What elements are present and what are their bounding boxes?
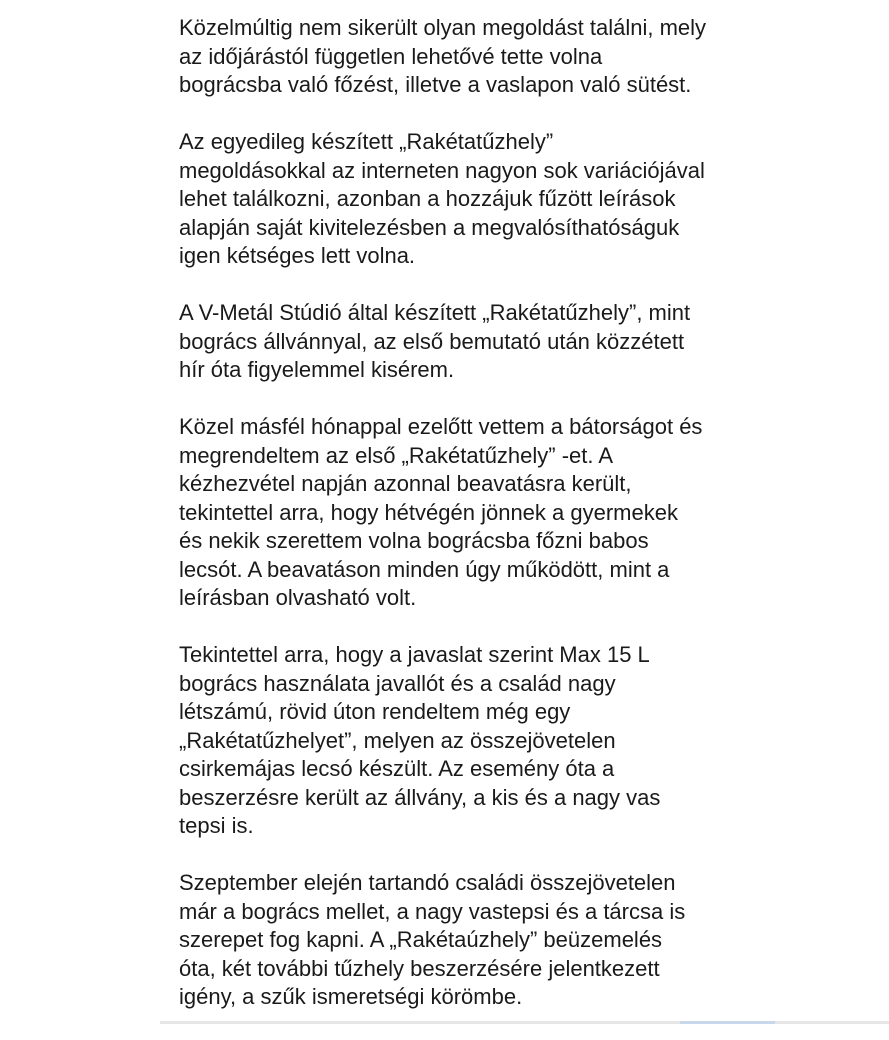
- text-line: leírásban olvasható volt.: [179, 585, 417, 610]
- text-line: bográcsba való főzést, illetve a vaslapon való sütést.: [179, 72, 692, 97]
- text-line: csirkemájas lecsó készült. Az esemény óta a: [179, 756, 615, 781]
- text-line: beszerzésre került az állvány, a kis és a nagy vas: [179, 784, 661, 810]
- paragraph-5: [179, 641, 779, 841]
- text-line: hír óta figyelemmel kisérem.: [179, 357, 455, 382]
- text-line: Az egyedileg készített „Rakétatűzhely”: [179, 129, 554, 154]
- text-line: megrendeltem az első „Rakétatűzhely” -et. A: [179, 442, 614, 468]
- text-line: tekintettel arra, hogy hétvégén jönnek a gyermekek: [179, 499, 678, 525]
- text-line: Szeptember elején tartandó családi összejövetelen: [179, 870, 676, 895]
- text-line: létszámú, rövid úton rendeltem még egy: [179, 699, 571, 724]
- text-line: kézhezvétel napján azonnal beavatásra került,: [179, 471, 632, 496]
- paragraph-6: [179, 869, 779, 1012]
- paragraph-4: [179, 413, 779, 613]
- text-line: Közelmúltig nem sikerült olyan megoldást találni, mely: [179, 15, 707, 40]
- paragraph-3: [179, 299, 779, 385]
- text-line: igény, a szűk ismeretségi körömbe.: [179, 984, 523, 1009]
- text-line: óta, két további tűzhely beszerzésére jelentkezett: [179, 955, 660, 981]
- text-line: A V-Metál Stúdió által készített „Rakétatűzhely”, mint: [179, 300, 691, 325]
- paragraph-2: [179, 128, 779, 271]
- text-line: az időjárástól független lehetővé tette volna: [179, 43, 603, 69]
- text-line: és nekik szerettem volna bográcsba főzni babos: [179, 528, 649, 553]
- text-line: alapján saját kivitelezésben a megvalósíthatóságuk: [179, 214, 680, 240]
- text-line: szerepet fog kapni. A „Rakétaúzhely” beüzemelés: [179, 927, 663, 952]
- text-line: tepsi is.: [179, 813, 254, 838]
- text-line: lecsót. A beavatáson minden úgy működött, mint a: [179, 556, 670, 582]
- text-line: igen kétséges lett volna.: [179, 243, 416, 268]
- paragraph-1: [179, 14, 779, 100]
- text-line: bogrács állvánnyal, az első bemutató után közzétett: [179, 328, 685, 354]
- text-line: már a bogrács mellet, a nagy vastepsi és a tárcsa is: [179, 898, 686, 924]
- text-line: Tekintettel arra, hogy a javaslat szerint Max 15 L: [179, 642, 650, 667]
- text-line: lehet találkozni, azonban a hozzájuk fűzött leírások: [179, 186, 676, 211]
- text-line: Közel másfél hónappal ezelőtt vettem a bátorságot és: [179, 414, 703, 439]
- text-line: megoldásokkal az interneten nagyon sok variációjával: [179, 157, 705, 183]
- text-line: „Rakétatűzhelyet”, melyen az összejövetelen: [179, 727, 616, 753]
- document-body: [179, 14, 779, 1040]
- text-line: bogrács használata javallót és a család nagy: [179, 670, 616, 696]
